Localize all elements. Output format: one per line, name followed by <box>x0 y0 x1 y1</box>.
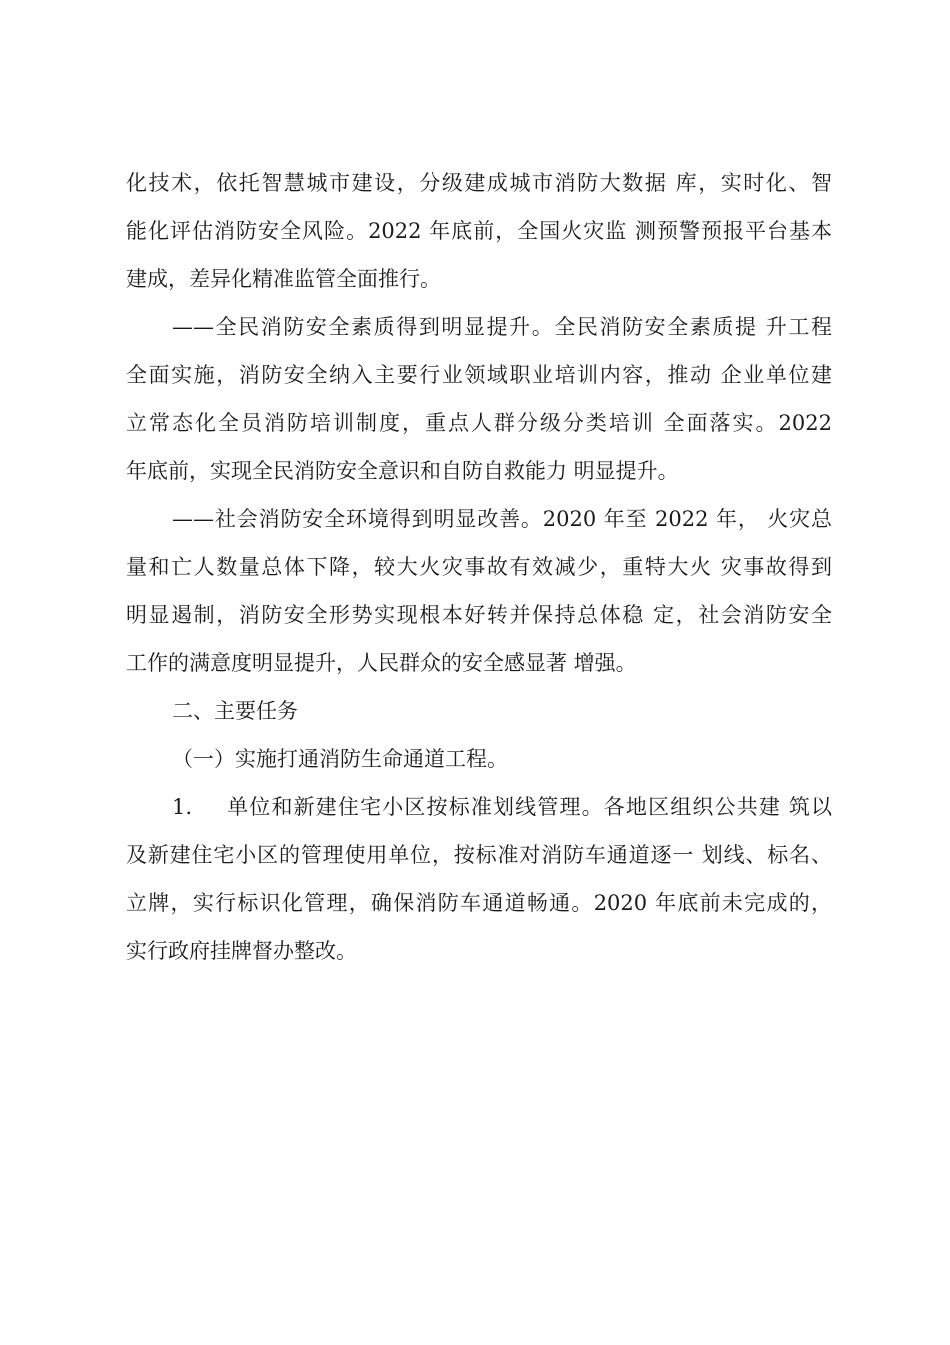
text-line: 量和亡人数量总体下降，较大火灾事故有效减少，重特大火 灾事故得到 <box>126 555 832 579</box>
text-line: 实行政府挂牌督办整改。 <box>126 939 357 963</box>
text-line: 立牌，实行标识化管理，确保消防车通道畅通。2020 年底前未完成的， <box>126 891 832 915</box>
item-title-text: 单位和新建住宅小区按标准划线管理。各地区组织公共建 筑以 <box>226 795 832 819</box>
item-first-line <box>126 783 832 831</box>
list-item <box>126 783 832 975</box>
text-line: ——全民消防安全素质得到明显提升。全民消防安全素质提 升工程 <box>172 315 832 339</box>
paragraph-big-data <box>126 159 832 303</box>
text-line: 及新建住宅小区的管理使用单位，按标准对消防车通道逐一 划线、标名、 <box>126 843 832 867</box>
text-line: 建成，差异化精准监管全面推行。 <box>126 267 441 291</box>
section-heading: 二、主要任务 <box>172 699 298 723</box>
text-line: 全面实施，消防安全纳入主要行业领域职业培训内容，推动 企业单位建 <box>126 363 832 387</box>
text-line: 明显遏制，消防安全形势实现根本好转并保持总体稳 定，社会消防安全 <box>126 603 832 627</box>
item-number: 1. <box>172 795 193 819</box>
text-line: 年底前，实现全民消防安全意识和自防自救能力 明显提升。 <box>126 459 679 483</box>
text-line: 能化评估消防安全风险。2022 年底前，全国火灾监 测预警预报平台基本 <box>126 219 832 243</box>
text-line: ——社会消防安全环境得到明显改善。2020 年至 2022 年， 火灾总 <box>172 507 832 531</box>
subsection-heading: （一）实施打通消防生命通道工程。 <box>172 747 508 771</box>
text-line: 化技术，依托智慧城市建设，分级建成城市消防大数据 库，实时化、智 <box>126 171 832 195</box>
paragraph-environment <box>126 495 832 687</box>
document-body <box>126 159 832 975</box>
text-line: 立常态化全员消防培训制度，重点人群分级分类培训 全面落实。2022 <box>126 411 832 435</box>
text-line: 工作的满意度明显提升，人民群众的安全感显著 增强。 <box>126 651 637 675</box>
paragraph-quality <box>126 303 832 495</box>
